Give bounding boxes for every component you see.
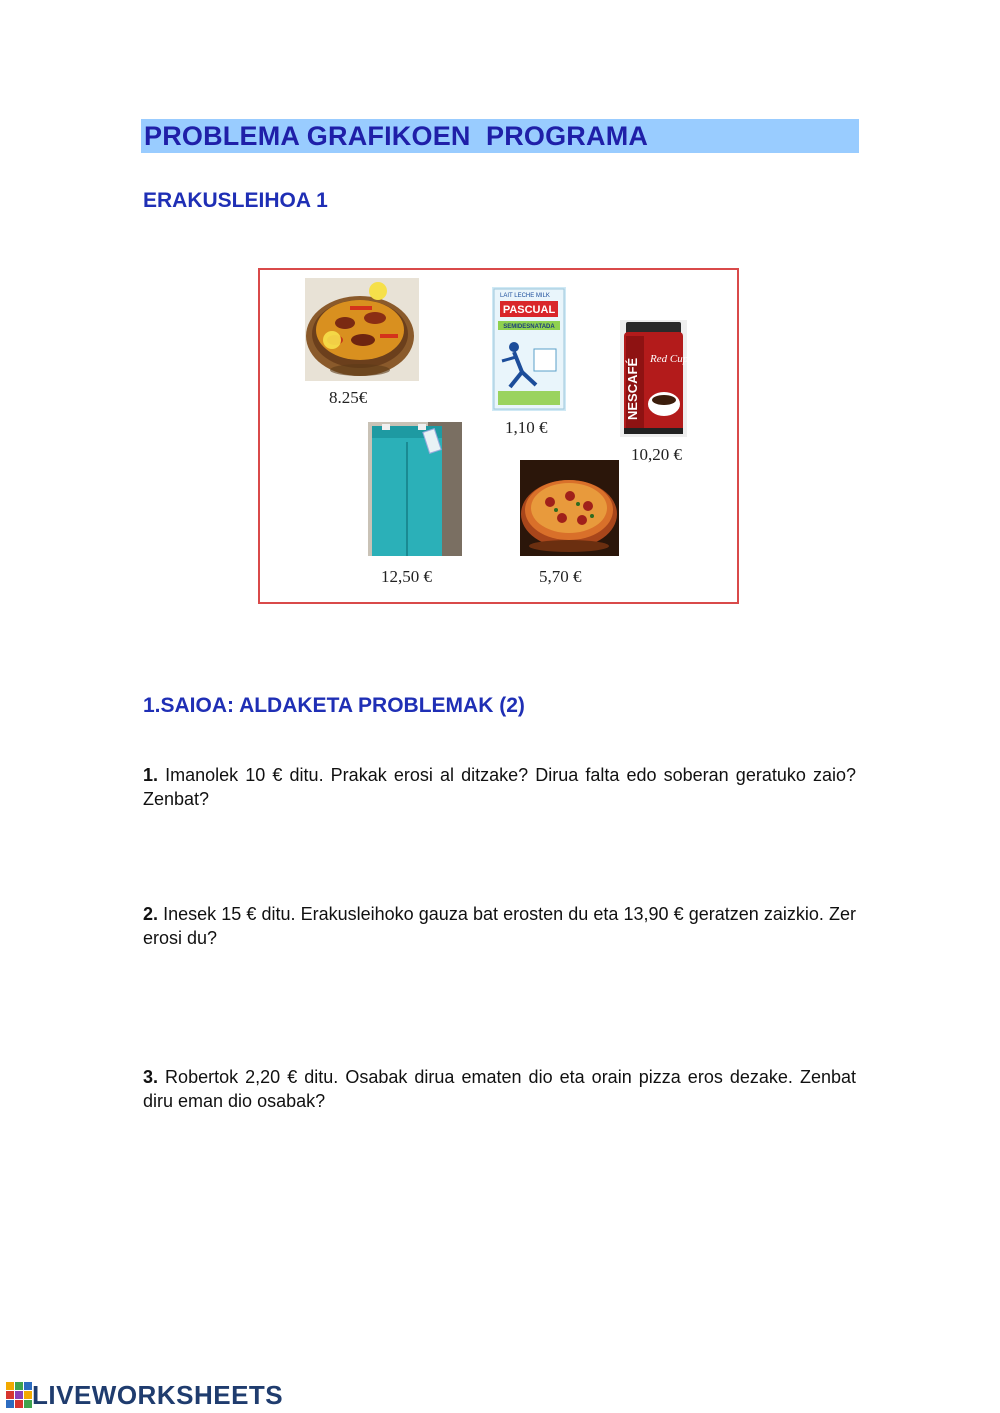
problem-1 bbox=[143, 763, 856, 811]
trousers-icon bbox=[368, 422, 462, 556]
title-bar bbox=[141, 119, 859, 153]
price-trousers: 12,50 € bbox=[381, 567, 432, 586]
price-milk: 1,10 € bbox=[505, 418, 548, 437]
problem-1-number: 1. bbox=[143, 765, 159, 785]
problem-3-number: 3. bbox=[143, 1067, 159, 1087]
price-pizza: 5,70 € bbox=[539, 567, 582, 586]
milk-brand-text: PASCUAL bbox=[502, 304, 556, 316]
price-coffee: 10,20 € bbox=[631, 445, 682, 464]
section-title-problems: 1.SAIOA: ALDAKETA PROBLEMAK (2) bbox=[143, 694, 525, 717]
problem-3 bbox=[143, 1065, 856, 1113]
problem-3-text: Robertok 2,20 € ditu. Osabak dirua ematen dio eta orain pizza eros dezake. Zenbat diru eman dio osabak? bbox=[143, 1067, 856, 1111]
pizza-icon bbox=[520, 460, 619, 556]
milk-carton-icon bbox=[492, 287, 566, 411]
footer-brand: LIVEWORKSHEETS bbox=[32, 1379, 284, 1410]
milk-sub-text: SEMIDESNATADA bbox=[503, 324, 555, 330]
liveworksheets-logo-icon bbox=[6, 1382, 32, 1408]
price-paella: 8.25€ bbox=[329, 388, 368, 407]
problem-1-text: Imanolek 10 € ditu. Prakak erosi al ditzake? Dirua falta edo soberan geratuko zaio? Zenbat? bbox=[143, 765, 856, 809]
section-title-showcase: ERAKUSLEIHOA 1 bbox=[143, 189, 328, 212]
coffee-brand-text: NESCAFÉ bbox=[625, 357, 640, 420]
showcase-box bbox=[258, 268, 739, 604]
problem-2-text: Inesek 15 € ditu. Erakusleihoko gauza bat erosten du eta 13,90 € geratzen zaizkio. Zer erosi du? bbox=[143, 904, 856, 948]
coffee-jar-icon bbox=[620, 320, 687, 437]
page-title: PROBLEMA GRAFIKOEN PROGRAMA bbox=[144, 121, 649, 151]
problem-2-number: 2. bbox=[143, 904, 159, 924]
milk-top-text: LAIT LECHE MILK bbox=[500, 293, 550, 299]
liveworksheets-logo bbox=[6, 1380, 283, 1410]
problem-2 bbox=[143, 902, 856, 950]
coffee-sub-text: Red Cup bbox=[650, 353, 687, 365]
paella-icon bbox=[305, 278, 419, 381]
